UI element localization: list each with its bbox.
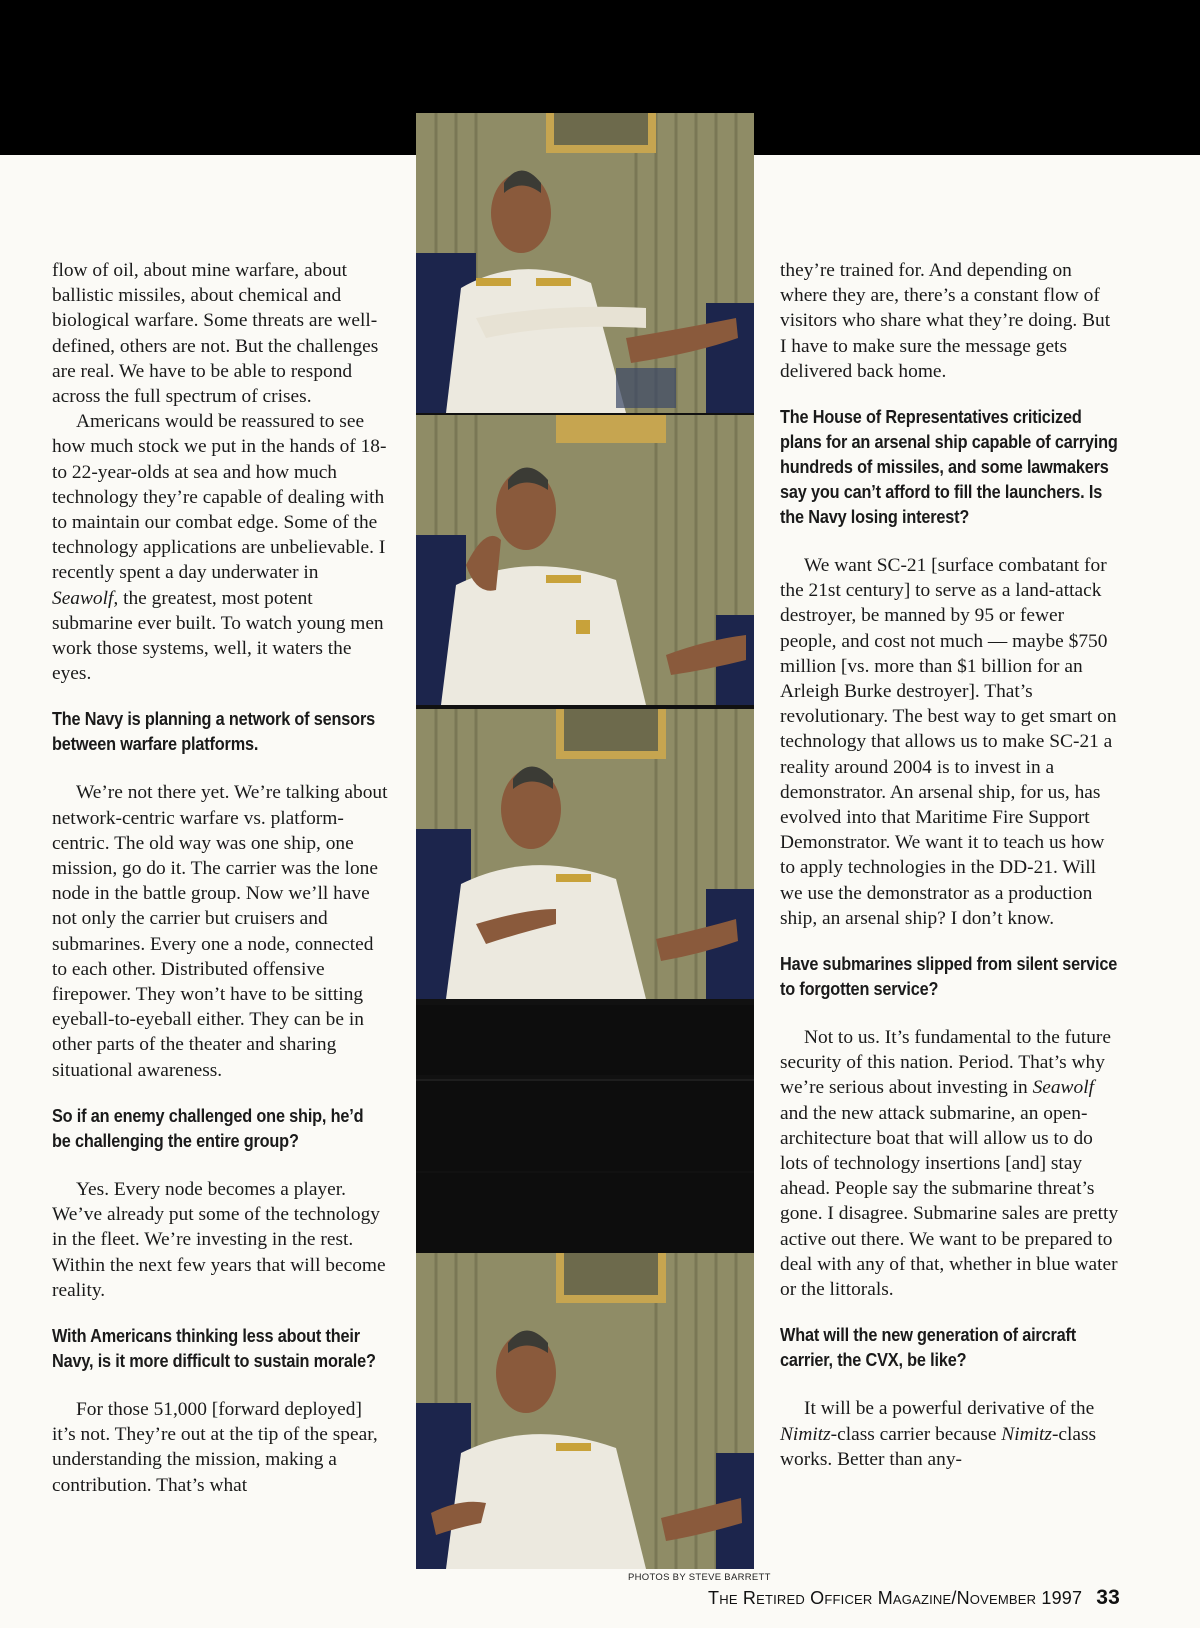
question-morale: With Americans thinking less about their Navy, is it more difficult to sustain morale? [52,1324,376,1371]
answer-network-sensors: We’re not there yet. We’re talking about network-centric warfare vs. platform-centric. The old way was one ship, one mission, go do it. The carrier was the lone node in the battle group. Now we’ll have not only the carrier but cruisers and submarines. Every one a node, connected to each other. Distributed offensive firepower. They won’t have to be sitting eyeball-to-eyeball either. They can be in other parts of the theater and sharing situational awareness. [52,782,388,1081]
question-enemy-challenge: So if an enemy challenged one ship, he’d be challenging the entire group? [52,1104,364,1151]
photo-filmstrip [416,113,754,1569]
photo-frame-3 [416,709,754,999]
answer-enemy-challenge: Yes. Every node becomes a player. We’ve already put some of the technology in the fleet. We’re investing in the rest. Within the next few years that will become reality. [52,1178,386,1301]
left-paragraph-2: Americans would be reassured to see how much stock we put in the hands of 18- to 22-year-olds at sea and how much technology they’re capable of dealing with to maintain our combat edge. Some of the technology applications are unbelievable. I recently spent a day underwater in Seawolf, the greatest, most potent submarine ever built. To watch young men work those systems, well, it waters the eyes. [52,411,387,685]
blank-frame-2 [416,1079,754,1171]
answer-submarines: Not to us. It’s fundamental to the future security of this nation. Period. That’s why we’re serious about investing in Seawolf and the new attack submarine, an open-architecture boat that will allow us to do lots of technology insertions [and] stay ahead. People say the submarine threat’s gone. I disagree. Submarine sales are pretty active out there. We want to be prepared to deal with any of that, whether in blue water or the littorals. [780,1027,1119,1301]
answer-cvx-carrier: It will be a powerful derivative of the Nimitz-class carrier because Nimitz-class works. Better than any- [780,1398,1097,1470]
page-footer [708,1586,1120,1610]
question-submarines: Have submarines slipped from silent service to forgotten service? [780,953,1118,1000]
blank-frame-1 [416,1005,754,1075]
left-paragraph-1: flow of oil, about mine warfare, about ballistic missiles, about chemical and biological warfare. Some threats are well-defined, others are not. But the challenges are real. We have to be able to respond across the full spectrum of crises. [52,260,379,408]
question-cvx-carrier: What will the new generation of aircraft carrier, the CVX, be like? [780,1324,1076,1371]
answer-arsenal-ship: We want SC-21 [surface combatant for the 21st century] to serve as a land-attack destroyer, be manned by 95 or fewer people, and cost not much — maybe $750 million [vs. more than $1 billion for an Arleigh Burke destroyer]. That’s revolutionary. The best way to get smart on technology that allows us to make SC-21 a reality around 2004 is to invest in a demonstrator. An arsenal ship, for us, has evolved into that Maritime Fire Support Demonstrator. We want it to teach us how to apply technologies in the DD-21. Will we use the demonstrator as a production ship, an arsenal ship? I don’t know. [780,555,1117,929]
photo-frame-4 [416,1173,754,1569]
ship-name-seawolf: Seawolf, [52,587,119,609]
photo-frame-1 [416,113,754,413]
right-column [780,258,1120,1472]
photo-frame-2 [416,415,754,705]
question-network-sensors: The Navy is planning a network of sensors between warfare platforms. [52,708,375,755]
question-arsenal-ship: The House of Representatives criticized plans for an arsenal ship capable of carrying hundreds of missiles, and some lawmakers say you can’t afford to fill the launchers. Is the Navy losing interest? [780,406,1118,528]
page-number: 33 [1096,1586,1120,1609]
magazine-title: The Retired Officer Magazine/November 1997 [708,1588,1083,1608]
ship-name-seawolf-2: Seawolf [1032,1077,1094,1099]
left-column [52,258,388,1498]
answer-morale: For those 51,000 [forward deployed] it’s not. They’re out at the tip of the spear, understanding the mission, making a contribution. That’s what [52,1398,378,1496]
right-paragraph-1: they’re trained for. And depending on where they are, there’s a constant flow of visitors who share what they’re doing. But I have to make sure the message gets delivered back home. [780,260,1111,382]
photo-credit: PHOTOS BY STEVE BARRETT [628,1572,771,1583]
